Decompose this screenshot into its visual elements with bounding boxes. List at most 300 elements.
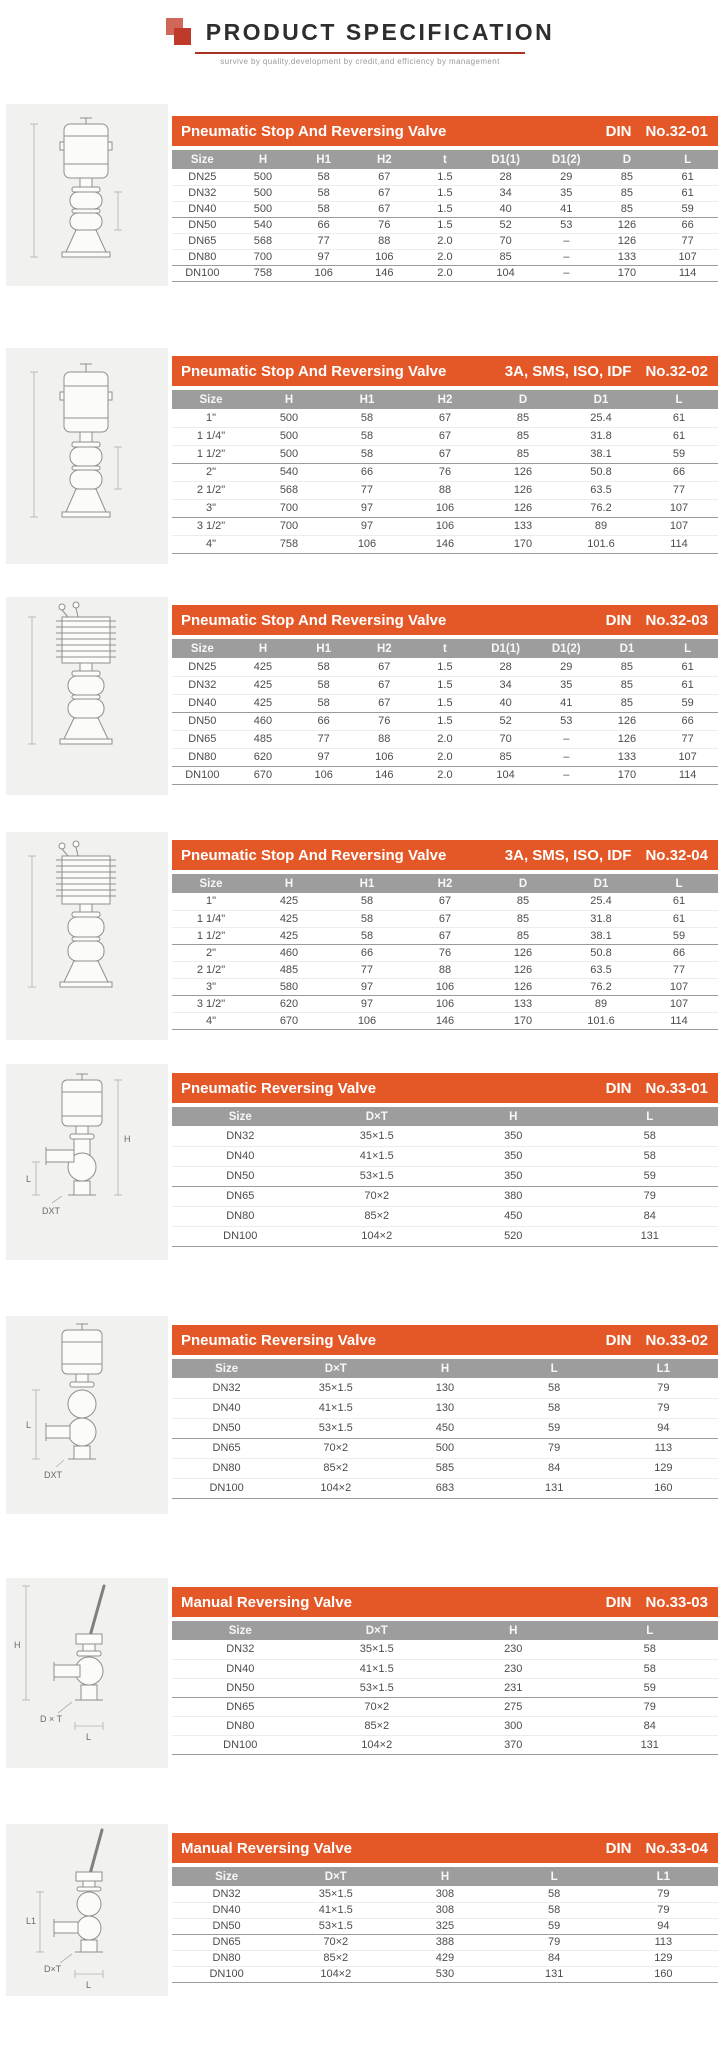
table-cell: 146 [406,535,484,553]
column-header: Size [172,1107,309,1126]
table-row [172,517,718,535]
table-cell: 500 [233,169,294,185]
table-cell: 31.8 [562,427,640,445]
table-cell: 106 [328,535,406,553]
table-cell: 146 [406,1012,484,1029]
table-row [172,1697,718,1716]
table-cell: DN40 [172,1146,309,1166]
spec-section-4 [0,832,720,1040]
table-cell: 58 [500,1902,609,1918]
table-cell: DN100 [172,1735,309,1754]
table-cell: 31.8 [562,910,640,927]
valve-drawing-pneumatic-stop-1 [6,104,168,286]
table-cell: DN40 [172,201,233,217]
table-cell: DN32 [172,1126,309,1146]
column-header: H2 [406,390,484,409]
table-cell: 88 [406,481,484,499]
table-cell: 3 1/2" [172,517,250,535]
table-cell: 106 [406,995,484,1012]
table-area [172,1073,718,1247]
table-cell: 59 [582,1166,719,1186]
table-title-bar [172,116,718,146]
table-cell: 500 [233,185,294,201]
table-cell: 520 [445,1226,582,1246]
table-cell: DN40 [172,1902,281,1918]
table-cell: 41×1.5 [281,1902,390,1918]
page-title: PRODUCT SPECIFICATION [205,19,555,45]
column-header: H [390,1359,499,1378]
valve-drawing-ribbed-stop-1 [6,597,168,795]
table-cell: 61 [657,185,718,201]
table-cell: 126 [484,481,562,499]
table-cell: 61 [640,409,718,427]
table-cell: – [536,766,597,784]
table-cell: 58 [500,1378,609,1398]
column-header-row [172,1107,718,1126]
table-cell: 620 [233,748,294,766]
table-cell: 1.5 [415,712,476,730]
spec-section-5 [0,1064,720,1260]
table-cell: 170 [597,265,658,281]
table-title-bar [172,1587,718,1617]
table-cell: 29 [536,169,597,185]
table-cell: 70 [475,730,536,748]
column-header: D1 [562,390,640,409]
table-cell: 106 [293,766,354,784]
table-cell: 25.4 [562,893,640,910]
table-row [172,409,718,427]
table-row [172,927,718,944]
table-cell: 77 [657,730,718,748]
column-header: Size [172,874,250,893]
table-cell: 97 [328,978,406,995]
table-cell: 59 [500,1918,609,1934]
column-header: H1 [293,639,354,658]
table-cell: 104×2 [309,1226,446,1246]
table-cell: 85 [484,927,562,944]
table-row [172,1378,718,1398]
table-row [172,535,718,553]
table-area [172,840,718,1030]
column-header: t [415,150,476,169]
table-cell: 126 [484,978,562,995]
table-cell: 114 [640,535,718,553]
table-cell: 133 [484,995,562,1012]
table-cell: DN100 [172,1478,281,1498]
table-cell: 425 [250,893,328,910]
column-header: D1 [597,639,658,658]
table-cell: DN80 [172,1206,309,1226]
table-cell: 1 1/2" [172,927,250,944]
table-cell: DN25 [172,169,233,185]
table-cell: 585 [390,1458,499,1478]
spec-section-7 [0,1578,720,1768]
table-row [172,249,718,265]
table-cell: 61 [657,658,718,676]
table-cell: 85 [597,169,658,185]
table-cell: 85 [597,694,658,712]
table-cell: 67 [354,169,415,185]
table-cell: 76 [354,217,415,233]
table-title: Manual Reversing Valve [181,1593,352,1611]
table-cell: 67 [406,409,484,427]
table-cell: DN65 [172,1438,281,1458]
column-header: L [582,1107,719,1126]
table-cell: 58 [582,1126,719,1146]
table-cell: DN50 [172,1418,281,1438]
column-header-row [172,1359,718,1378]
table-cell: 170 [597,766,658,784]
table-row [172,1438,718,1458]
table-cell: 35×1.5 [281,1886,390,1902]
spec-table [172,1359,718,1499]
table-cell: DN100 [172,766,233,784]
table-cell: 40 [475,694,536,712]
table-title-bar [172,1833,718,1863]
table-row [172,265,718,281]
column-header: L [657,150,718,169]
table-cell: 131 [582,1226,719,1246]
column-header: L [640,874,718,893]
drawing-panel [6,597,168,795]
column-header: H2 [354,150,415,169]
table-cell: 97 [293,249,354,265]
table-row [172,201,718,217]
table-cell: 58 [328,427,406,445]
table-cell: 58 [293,185,354,201]
table-row [172,499,718,517]
table-cell: 126 [484,499,562,517]
table-cell: 85×2 [309,1716,446,1735]
table-cell: DN50 [172,712,233,730]
table-row [172,1126,718,1146]
table-cell: 84 [582,1716,719,1735]
table-cell: 58 [582,1146,719,1166]
standard-name: DIN [605,611,632,629]
table-cell: DN65 [172,1697,309,1716]
table-cell: 170 [484,535,562,553]
table-standard [606,1840,708,1857]
table-cell: 58 [293,658,354,676]
table-standard [606,123,708,140]
column-header: L [640,390,718,409]
table-cell: 1.5 [415,694,476,712]
table-cell: 107 [657,748,718,766]
column-header: D1(1) [475,639,536,658]
table-standard [606,1332,708,1349]
table-cell: 160 [609,1478,718,1498]
table-cell: 77 [640,481,718,499]
table-cell: 76 [406,944,484,961]
table-cell: 670 [233,766,294,784]
table-cell: 107 [657,249,718,265]
standard-number: No.32-02 [645,362,708,380]
column-header: D [484,874,562,893]
column-header: Size [172,150,233,169]
table-cell: 700 [233,249,294,265]
drawing-panel [6,1578,168,1768]
column-header: H1 [328,390,406,409]
table-cell: 97 [293,748,354,766]
table-cell: 101.6 [562,535,640,553]
table-cell: 59 [582,1678,719,1697]
table-cell: 85 [597,185,658,201]
table-cell: 85 [475,249,536,265]
table-row [172,481,718,499]
table-standard [606,1080,708,1097]
table-cell: 76.2 [562,499,640,517]
table-title: Pneumatic Stop And Reversing Valve [181,362,447,380]
table-cell: 35×1.5 [309,1126,446,1146]
table-cell: 79 [609,1378,718,1398]
table-cell: 58 [293,676,354,694]
standard-number: No.32-03 [645,611,708,629]
table-cell: 70×2 [281,1934,390,1950]
column-header: H [233,150,294,169]
spec-section-8 [0,1824,720,1996]
dimension-label-h: H [124,1134,131,1144]
table-cell: 350 [445,1146,582,1166]
spec-table [172,1107,718,1247]
table-cell: 101.6 [562,1012,640,1029]
table-cell: 94 [609,1918,718,1934]
table-cell: 380 [445,1186,582,1206]
valve-drawing-manual-reversing-2 [6,1824,168,1996]
standard-name: DIN [605,1079,632,1097]
table-cell: 450 [390,1418,499,1438]
column-header: Size [172,1359,281,1378]
table-cell: 1 1/4" [172,910,250,927]
table-cell: 530 [390,1966,499,1982]
table-cell: 1 1/2" [172,445,250,463]
table-cell: 146 [354,766,415,784]
table-cell: 230 [445,1659,582,1678]
table-cell: 106 [406,499,484,517]
table-cell: 126 [484,961,562,978]
table-row [172,169,718,185]
table-cell: 758 [250,535,328,553]
table-cell: 61 [640,910,718,927]
table-cell: 104×2 [281,1478,390,1498]
table-row [172,910,718,927]
table-standard [505,847,708,864]
table-cell: 70×2 [309,1186,446,1206]
table-row [172,766,718,784]
standard-number: No.33-04 [645,1839,708,1857]
table-cell: 79 [500,1438,609,1458]
table-cell: 88 [354,233,415,249]
table-cell: 70×2 [281,1438,390,1458]
table-row [172,1966,718,1982]
table-cell: 41×1.5 [309,1146,446,1166]
table-cell: 2" [172,463,250,481]
table-cell: 41 [536,694,597,712]
table-cell: – [536,730,597,748]
table-row [172,961,718,978]
table-cell: 53 [536,712,597,730]
table-area [172,605,718,785]
table-cell: 77 [657,233,718,249]
table-cell: 76 [354,712,415,730]
table-cell: 106 [406,517,484,535]
valve-drawing-manual-reversing-1 [6,1578,168,1768]
table-cell: 58 [293,694,354,712]
table-cell: 231 [445,1678,582,1697]
table-cell: 97 [328,995,406,1012]
table-cell: 450 [445,1206,582,1226]
column-header-row [172,390,718,409]
column-header-row [172,874,718,893]
table-cell: 1.5 [415,217,476,233]
table-cell: 350 [445,1166,582,1186]
table-cell: 77 [328,481,406,499]
table-cell: 58 [328,409,406,427]
table-row [172,427,718,445]
table-row [172,1716,718,1735]
table-cell: DN40 [172,1398,281,1418]
valve-drawing-pneumatic-reversing-1 [6,1064,168,1260]
table-cell: – [536,233,597,249]
table-row [172,676,718,694]
standard-name: DIN [605,1593,632,1611]
table-cell: 34 [475,676,536,694]
table-row [172,1398,718,1418]
table-row [172,995,718,1012]
table-cell: 485 [250,961,328,978]
table-cell: 41 [536,201,597,217]
spec-table [172,1867,718,1983]
table-cell: 2" [172,944,250,961]
table-area [172,1587,718,1755]
table-standard [505,363,708,380]
table-cell: 52 [475,712,536,730]
table-cell: 94 [609,1418,718,1438]
table-cell: 170 [484,1012,562,1029]
table-cell: 85 [484,427,562,445]
table-cell: 77 [293,730,354,748]
table-cell: DN100 [172,265,233,281]
table-cell: 70×2 [309,1697,446,1716]
table-cell: 1.5 [415,658,476,676]
table-cell: 25.4 [562,409,640,427]
table-cell: 104×2 [281,1966,390,1982]
table-title: Pneumatic Stop And Reversing Valve [181,122,447,140]
column-header: D×T [309,1107,446,1126]
table-cell: 500 [250,427,328,445]
table-cell: 88 [354,730,415,748]
table-cell: 1" [172,409,250,427]
table-row [172,1659,718,1678]
table-row [172,944,718,961]
table-cell: 460 [233,712,294,730]
spec-section-1 [0,104,720,286]
table-row [172,185,718,201]
table-cell: 350 [445,1126,582,1146]
table-row [172,1934,718,1950]
standard-number: No.33-01 [645,1079,708,1097]
table-cell: DN80 [172,1716,309,1735]
table-cell: 540 [233,217,294,233]
column-header: H [390,1867,499,1886]
drawing-panel [6,348,168,564]
table-row [172,1678,718,1697]
table-cell: 540 [250,463,328,481]
table-cell: 580 [250,978,328,995]
table-row [172,1902,718,1918]
table-row [172,1186,718,1206]
table-cell: 59 [500,1418,609,1438]
table-cell: 34 [475,185,536,201]
table-cell: 85 [597,658,658,676]
dimension-label-dxt: DXT [42,1206,60,1216]
column-header: t [415,639,476,658]
table-cell: 126 [597,217,658,233]
table-cell: 113 [609,1438,718,1458]
table-cell: 85 [484,445,562,463]
drawing-panel [6,1316,168,1514]
valve-drawing-pneumatic-reversing-2 [6,1316,168,1514]
table-cell: 76 [406,463,484,481]
table-cell: 129 [609,1950,718,1966]
column-header-row [172,1621,718,1640]
table-cell: 41×1.5 [281,1398,390,1418]
table-cell: 66 [293,712,354,730]
table-cell: 131 [500,1478,609,1498]
drawing-panel [6,1064,168,1260]
table-cell: DN80 [172,748,233,766]
table-row [172,1418,718,1438]
table-cell: 425 [233,658,294,676]
table-cell: 1.5 [415,676,476,694]
table-row [172,978,718,995]
table-cell: 4" [172,1012,250,1029]
table-cell: 66 [328,944,406,961]
table-cell: 58 [500,1886,609,1902]
table-cell: DN65 [172,730,233,748]
table-cell: 425 [233,676,294,694]
table-cell: 97 [328,499,406,517]
table-cell: 126 [597,712,658,730]
table-cell: 79 [582,1186,719,1206]
table-cell: 1.5 [415,169,476,185]
table-cell: 88 [406,961,484,978]
table-row [172,712,718,730]
table-cell: 89 [562,517,640,535]
table-row [172,1012,718,1029]
table-area [172,356,718,554]
table-cell: 79 [582,1697,719,1716]
table-title: Pneumatic Reversing Valve [181,1331,377,1349]
table-cell: 2.0 [415,748,476,766]
brand-logo-icon [166,16,196,48]
table-cell: 126 [597,730,658,748]
table-cell: 85 [484,910,562,927]
table-cell: 67 [354,694,415,712]
table-cell: 77 [328,961,406,978]
table-cell: 67 [354,185,415,201]
dimension-label-l: L [26,1420,32,1430]
table-cell: – [536,265,597,281]
table-cell: 500 [390,1438,499,1458]
table-cell: 58 [328,910,406,927]
table-title: Pneumatic Stop And Reversing Valve [181,611,447,629]
table-cell: DN65 [172,1186,309,1206]
dimension-label-l: L [26,1174,32,1184]
table-cell: 67 [354,658,415,676]
table-row [172,1918,718,1934]
table-cell: 67 [406,427,484,445]
column-header: D1(2) [536,639,597,658]
